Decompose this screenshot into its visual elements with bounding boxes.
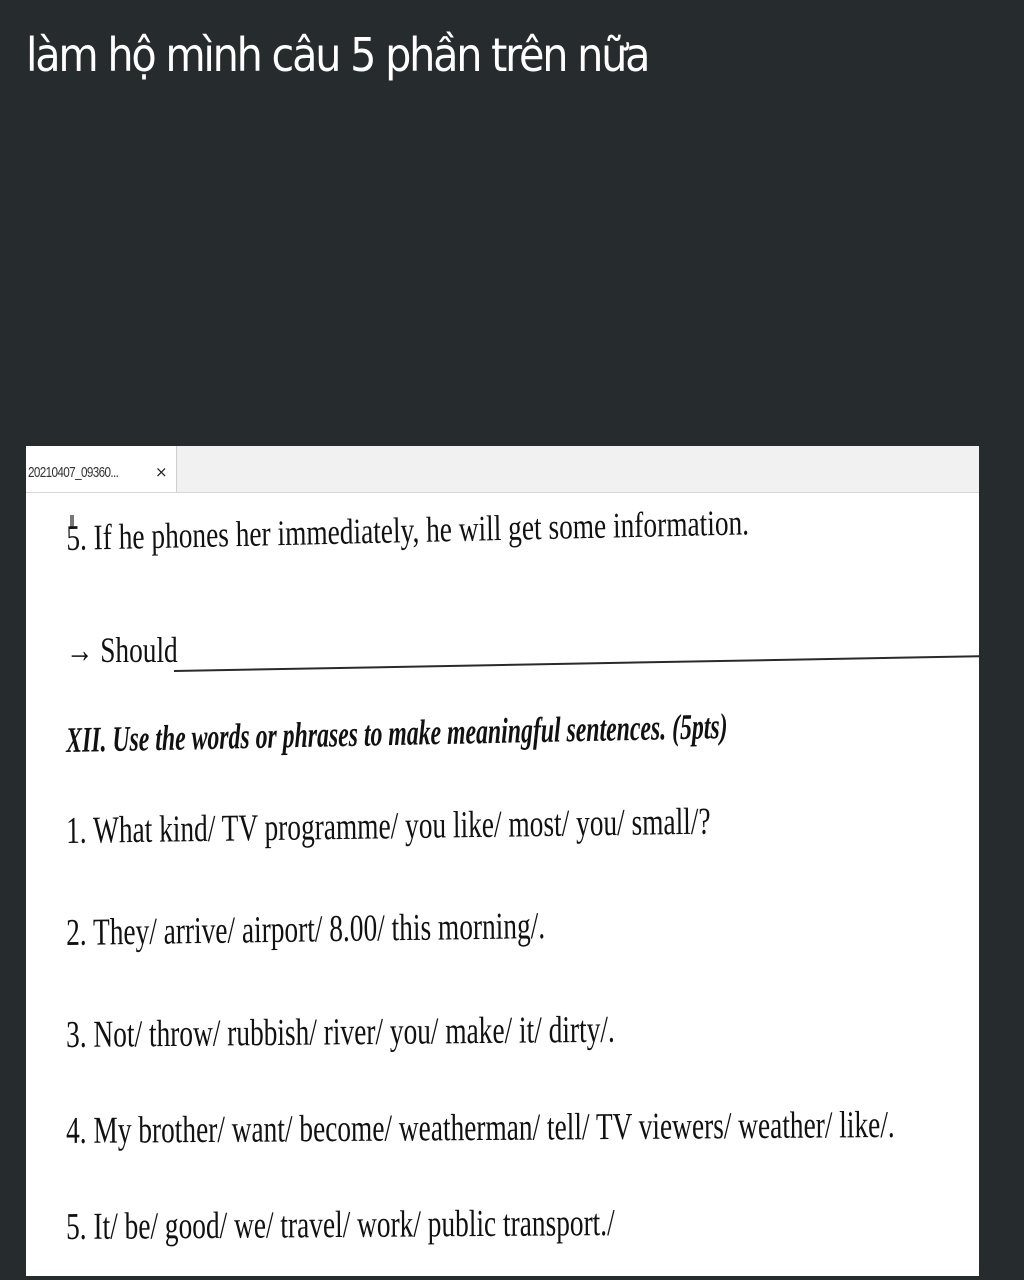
image-viewer-window bbox=[26, 446, 979, 1276]
exercise-item-3: 3. Not/ throw/ rubbish/ river/ you/ make/ it/ dirty/. bbox=[66, 1008, 615, 1056]
sentence-5-prompt: 5. If he phones her immediately, he will get some information. bbox=[66, 502, 750, 558]
question-caption: làm hộ mình câu 5 phần trên nữa bbox=[26, 28, 649, 82]
exercise-item-5: 5. It/ be/ good/ we/ travel/ work/ public transport./ bbox=[66, 1202, 615, 1248]
close-icon[interactable]: × bbox=[155, 463, 168, 481]
exercise-item-4: 4. My brother/ want/ become/ weatherman/ tell/ TV viewers/ weather/ like/. bbox=[66, 1103, 895, 1152]
should-rewrite-prompt: → Should bbox=[66, 630, 178, 670]
answer-blank-line bbox=[174, 655, 979, 672]
worksheet-image bbox=[26, 493, 979, 1276]
tab-bar bbox=[26, 446, 979, 493]
exercise-item-2: 2. They/ arrive/ airport/ 8.00/ this morning/. bbox=[66, 905, 546, 954]
tab-image-file[interactable] bbox=[26, 446, 177, 492]
tab-title: 20210407_09360... bbox=[28, 464, 119, 481]
section-xii-heading: XII. Use the words or phrases to make meaningful sentences. (5pts) bbox=[66, 706, 728, 760]
exercise-item-1: 1. What kind/ TV programme/ you like/ most/ you/ small/? bbox=[66, 800, 711, 852]
